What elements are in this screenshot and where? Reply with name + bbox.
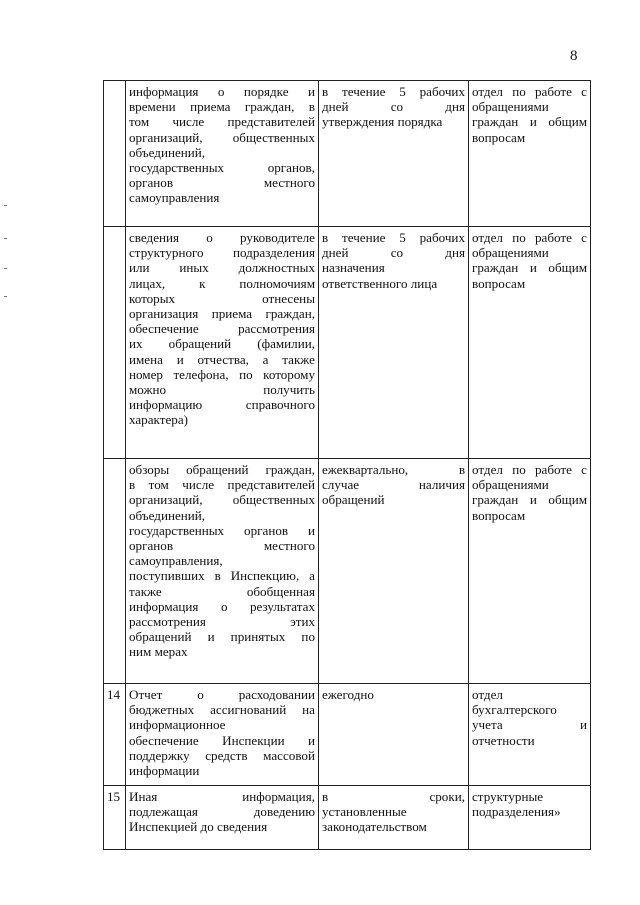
cell-text-line: бухгалтерского bbox=[472, 702, 557, 718]
cell-text-line: случае наличия bbox=[322, 477, 465, 493]
deadline-cell bbox=[319, 227, 469, 459]
cell-text-line: которых отнесены bbox=[129, 290, 315, 306]
cell-text-line: подлежащая доведению bbox=[129, 804, 315, 820]
table-row bbox=[104, 684, 591, 786]
cell-text-line: утверждения порядка bbox=[322, 114, 443, 130]
cell-text-line: установленные bbox=[322, 804, 407, 820]
responsible-cell bbox=[469, 227, 591, 459]
cell-text-line: самоуправления bbox=[129, 190, 220, 206]
cell-text-line: отдел bbox=[472, 687, 503, 702]
cell-text-line: можно получить bbox=[129, 382, 315, 398]
cell-text-line: в течение 5 рабочих bbox=[322, 230, 465, 245]
cell-text-line: также обобщенная bbox=[129, 583, 315, 599]
cell-text-line: ответственного лица bbox=[322, 275, 438, 291]
margin-mark bbox=[4, 296, 7, 297]
cell-text-line: отдел по работе с bbox=[472, 230, 587, 245]
row-number-cell: 14 bbox=[104, 684, 126, 786]
cell-text-line: учета и bbox=[472, 717, 587, 733]
cell-text-line: органов местного bbox=[129, 175, 315, 191]
cell-text-line: организация приема граждан, bbox=[129, 306, 315, 322]
cell-text-line: Отчет о расходовании bbox=[129, 687, 315, 702]
cell-text-line: подразделения» bbox=[472, 804, 561, 820]
information-cell bbox=[126, 227, 319, 459]
cell-text-line: номер телефона, по которому bbox=[129, 366, 315, 382]
cell-text-line: лицах, к полномочиям bbox=[129, 275, 315, 291]
information-cell bbox=[126, 786, 319, 850]
cell-text-line: обращениями bbox=[472, 245, 549, 261]
cell-text-line: информация о результатах bbox=[129, 598, 315, 614]
information-cell bbox=[126, 684, 319, 786]
cell-text-line: структурного подразделения bbox=[129, 245, 315, 261]
cell-text-line: в сроки, bbox=[322, 789, 465, 804]
cell-text-line: имена и отчества, а также bbox=[129, 351, 315, 367]
table-row bbox=[104, 786, 591, 850]
cell-text-line: вопросам bbox=[472, 507, 526, 523]
cell-text-line: обеспечение рассмотрения bbox=[129, 321, 315, 337]
cell-text-line: информационное bbox=[129, 717, 226, 733]
cell-text-line: граждан и общим bbox=[472, 260, 587, 276]
information-cell bbox=[126, 81, 319, 227]
cell-text-line: поступивших в Инспекцию, а bbox=[129, 568, 315, 584]
cell-text-line: обращениями bbox=[472, 99, 549, 115]
cell-text-line: информация о порядке и bbox=[129, 84, 315, 99]
cell-text-line: поддержку средств массовой bbox=[129, 747, 315, 763]
cell-text-line: времени приема граждан, в bbox=[129, 99, 315, 115]
cell-text-line: дней со дня bbox=[322, 99, 465, 115]
cell-text-line: в течение 5 рабочих bbox=[322, 84, 465, 99]
row-number-cell bbox=[104, 227, 126, 459]
cell-text-line: сведения о руководителе bbox=[129, 230, 315, 245]
cell-text-line: бюджетных ассигнований на bbox=[129, 702, 315, 718]
cell-text-line: обращениями bbox=[472, 477, 549, 493]
information-cell bbox=[126, 459, 319, 684]
responsible-cell bbox=[469, 684, 591, 786]
responsible-cell bbox=[469, 81, 591, 227]
table-row bbox=[104, 81, 591, 227]
cell-text-line: законодательством bbox=[322, 819, 427, 835]
cell-text-line: государственных органов, bbox=[129, 160, 315, 176]
cell-text-line: отчетности bbox=[472, 732, 535, 748]
cell-text-line: Инспекцией до сведения bbox=[129, 819, 268, 835]
cell-text-line: отдел по работе с bbox=[472, 462, 587, 477]
cell-text-line: государственных органов и bbox=[129, 522, 315, 538]
deadline-cell bbox=[319, 786, 469, 850]
cell-text-line: вопросам bbox=[472, 129, 526, 145]
cell-text-line: организаций, общественных bbox=[129, 129, 315, 145]
cell-text-line: обращений и принятых по bbox=[129, 629, 315, 645]
cell-text-line: отдел по работе с bbox=[472, 84, 587, 99]
cell-text-line: дней со дня bbox=[322, 245, 465, 261]
cell-text-line: или иных должностных bbox=[129, 260, 315, 276]
cell-text-line: самоуправления, bbox=[129, 553, 223, 569]
information-table-body bbox=[104, 81, 591, 850]
cell-text-line: том числе представителей bbox=[129, 114, 315, 130]
cell-text-line: информации bbox=[129, 763, 200, 779]
cell-text-line: граждан и общим bbox=[472, 492, 587, 508]
cell-text-line: объединений, bbox=[129, 144, 206, 160]
cell-text-line: обзоры обращений граждан, bbox=[129, 462, 315, 477]
cell-text-line: обращений bbox=[322, 492, 385, 508]
deadline-cell bbox=[319, 684, 469, 786]
cell-text-line: назначения bbox=[322, 260, 385, 276]
information-table bbox=[103, 80, 591, 850]
cell-text-line: объединений, bbox=[129, 507, 206, 523]
cell-text-line: структурные bbox=[472, 789, 544, 804]
cell-text-line: информацию справочного bbox=[129, 397, 315, 413]
responsible-cell bbox=[469, 786, 591, 850]
table-row bbox=[104, 227, 591, 459]
cell-text-line: характера) bbox=[129, 412, 188, 428]
deadline-cell bbox=[319, 459, 469, 684]
cell-text-line: ежеквартально, в bbox=[322, 462, 465, 477]
cell-text-line: в том числе представителей bbox=[129, 477, 315, 493]
cell-text-line: граждан и общим bbox=[472, 114, 587, 130]
row-number-cell: 15 bbox=[104, 786, 126, 850]
cell-text-line: их обращений (фамилии, bbox=[129, 336, 315, 352]
cell-text-line: организаций, общественных bbox=[129, 492, 315, 508]
cell-text-line: ним мерах bbox=[129, 644, 188, 660]
table-row bbox=[104, 459, 591, 684]
margin-mark bbox=[4, 238, 7, 239]
cell-text-line: вопросам bbox=[472, 275, 526, 291]
deadline-cell bbox=[319, 81, 469, 227]
row-number-cell bbox=[104, 81, 126, 227]
cell-text-line: ежегодно bbox=[322, 687, 374, 702]
cell-text-line: Иная информация, bbox=[129, 789, 315, 804]
cell-text-line: обеспечение Инспекции и bbox=[129, 732, 315, 748]
cell-text-line: рассмотрения этих bbox=[129, 614, 315, 630]
responsible-cell bbox=[469, 459, 591, 684]
page-number: 8 bbox=[570, 48, 578, 64]
margin-mark bbox=[4, 268, 7, 269]
margin-mark bbox=[4, 205, 7, 206]
cell-text-line: органов местного bbox=[129, 538, 315, 554]
row-number-cell bbox=[104, 459, 126, 684]
